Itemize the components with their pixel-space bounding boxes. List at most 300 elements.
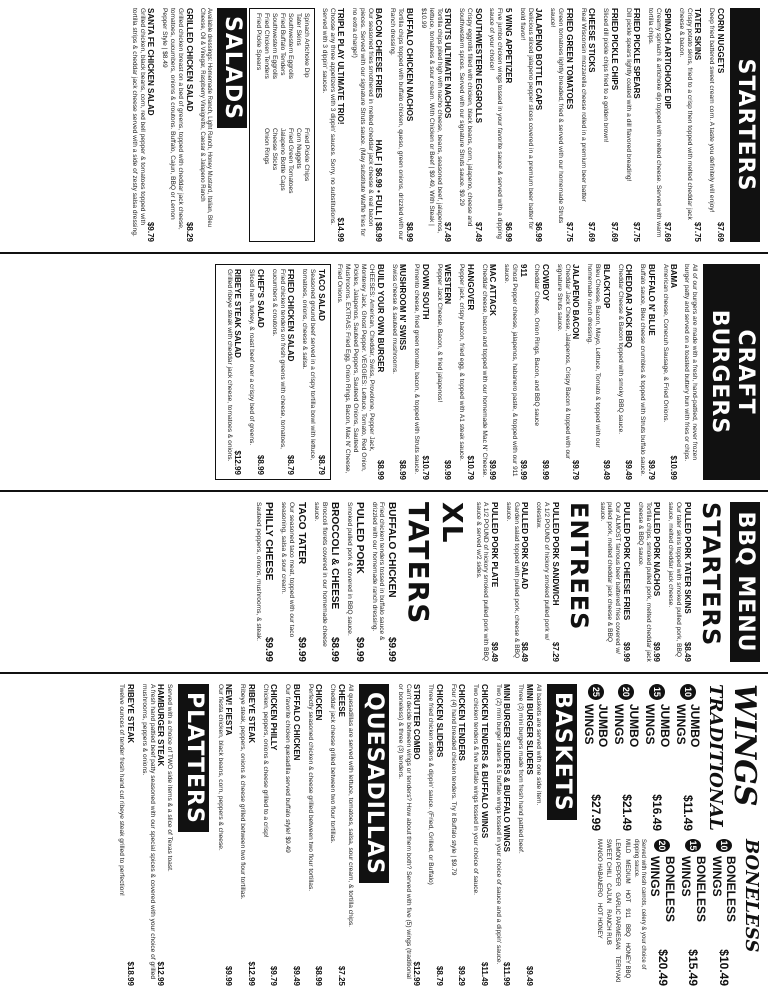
wing-option-row [679, 839, 708, 986]
menu-item-price: $7.69 [609, 221, 619, 242]
wing-option-label: BONELESS WINGS [679, 855, 708, 922]
menu-item-name: HANGOVER [465, 264, 475, 311]
wing-option-label: BONELESS WINGS [648, 855, 677, 922]
menu-item-name: SANTA FE CHICKEN SALAD [146, 8, 156, 116]
menu-item-description: Pepper Jack Cheese, Bacon, & fried jalapenos! [435, 264, 443, 403]
menu-item-price: $9.49 [524, 965, 534, 986]
menu-item-description: Tortilla chips topped with buffalo chicken, queso, green onions, drizzled with our Ranch dressing. [389, 8, 405, 241]
bbq-column [0, 494, 768, 670]
menu-item-header [146, 8, 156, 242]
menu-item-name: PULLED PORK SALAD [520, 502, 530, 590]
menu-item-description: Five jumbo chicken wings tossed in your favorite sauce & served with a dipping sauce of your choice! [488, 8, 504, 239]
salads-dressing-note: Available dressings: Homemade Ranch, Light Ranch, Honey Mustard, Italian, Bleu Cheese, Oil & Vinegar, Raspberry Vinaigrette, Caesar & Jalapeno Ranch [198, 8, 212, 228]
menu-item-name: RIBEYE STEAK [126, 684, 136, 744]
menu-item-description: Our tater skins topped with smoked pulled pork, BBQ sauce, melted cheddar jack cheese. [667, 502, 683, 658]
wing-option-label: BONELESS WINGS [710, 855, 739, 922]
menu-item-name: BUFFALO CHICKEN [386, 502, 398, 598]
menu-item-name: COWBOY [541, 264, 551, 301]
menu-item-description: Ribeye steak, peppers, onions & cheese grilled between two flour tortillas. [239, 684, 247, 900]
menu-item-header [412, 684, 422, 986]
trio-choice: Corn Nuggets [294, 128, 302, 169]
menu-item [320, 8, 345, 242]
menu-item-description: Two chicken tenders & five buffalo wings tossed in your choice of sauce. [472, 684, 480, 895]
wing-option-price: $16.49 [650, 794, 665, 831]
menu-item [279, 502, 307, 662]
menu-item [516, 684, 534, 986]
wing-count-badge: 15 [685, 839, 701, 852]
menu-item-header [465, 264, 475, 480]
menu-item-name: JALAPENO BACON [571, 264, 581, 340]
menu-item-description: Choose any three appetizers with 3 dippin' sauces. Sorry, no substitutions. Served with 3 dippin' sauces. [320, 8, 336, 226]
menu-item [283, 684, 301, 986]
trio-column [254, 13, 309, 122]
wing-count-badge: 20 [618, 684, 634, 700]
trio-choice: Onion Rings [263, 128, 271, 165]
menu-item-header [571, 264, 581, 480]
menu-item-header [669, 264, 679, 480]
menu-item-name: PULLED PORK CHEESE FRIES [622, 502, 631, 621]
menu-item-description: Tortilla chips, smoked pulled pork, melted cheddar jack cheese & BBQ sauce. [636, 502, 652, 662]
menu-item-price: $9.99 [488, 459, 498, 480]
menu-item-description: Creamy spinach & artichoke dip topped with melted cheese. Served with warm tortilla chips. [647, 8, 663, 238]
menu-item [370, 502, 398, 662]
trio-choice: Southwestern Eggrolls [286, 13, 294, 79]
menu-item-description: A 1/2 POUND of hickory smoked pulled pork with BBQ sauce & served w/2 sides. [474, 502, 490, 662]
menu-item-name: BUFFALO CHICKEN NACHOS [404, 8, 414, 122]
menu-item [534, 502, 559, 662]
wing-option-price: $20.49 [655, 949, 670, 986]
menu-item-price: $7.49 [443, 221, 453, 242]
menu-item-description: Tortilla chips piled high with nacho cheese, beans, seasoned beef, jalapenos, lettuce, tomatoes & sour cream. With Chicken or Beef | $9.49, With Steak | $10.99 [419, 8, 443, 234]
menu-item-name: CHEESE STICKS [587, 8, 597, 73]
wing-count-badge: 10 [716, 839, 732, 852]
menu-item [412, 264, 430, 480]
menu-item-price: $8.99 [398, 459, 408, 480]
menu-item-header [646, 264, 656, 480]
menu-item-name: TACO SALAD [316, 269, 326, 321]
trio-choice: Fried Green Tomatoes [286, 128, 294, 194]
menu-item-price: $9.49 [624, 459, 634, 480]
menu-item-header [652, 502, 662, 662]
menu-item [471, 684, 489, 986]
menu-item-description: Ghost Pepper cheese, jalapenos, habanero paste, & topped with our 911 sauce. [503, 264, 518, 477]
menu-item-name: FRIED PICKLE SPEARS [632, 8, 642, 99]
menu-item-description: Our seasoned taco meat, topped with our taco seasoning, salsa & sour cream. [280, 502, 295, 638]
menu-item [238, 684, 256, 986]
menu-item [426, 684, 444, 986]
menu-item-description: Broccoli florets covered in our homemade cheese sauce. [312, 502, 328, 647]
bbq-entrees-list [474, 502, 560, 662]
wing-option-label: JUMBO WINGS [674, 703, 703, 748]
menu-item [474, 502, 499, 662]
sauce-name: MEDIUM [623, 859, 630, 884]
menu-item-price: $9.49 [490, 641, 500, 662]
menu-item [707, 8, 725, 242]
menu-item-description: Pepper jack, crispy bacon, fried egg, & topped with A1 steak sauce. [458, 264, 466, 461]
menu-item-name: TATER SKINS [693, 8, 703, 61]
trio-choice: Fried Buffalo Tenders [279, 13, 287, 76]
bbq-starters-list [598, 502, 692, 662]
menu-item-header [314, 684, 324, 986]
menu-item-description: Buffalo sauce, Bleu cheese crumbles & topped with Struts buffalo sauce. [639, 264, 647, 476]
menu-item-price: HALF | $6.99 • FULL | $8.99 [374, 139, 384, 242]
menu-item [601, 8, 619, 242]
bbq-entrees-heading: ENTREES [564, 502, 593, 631]
menu-item-description: American cheese, Conecuh Sausage, & Fried Onions. [661, 264, 669, 423]
menu-item-price: $9.99 [295, 636, 307, 662]
sauce-name: LEMON PEPPER [614, 839, 621, 887]
menu-item-header [336, 8, 346, 242]
menu-item-description: Crispy eggrolls filled with chicken, black beans, corn, jalapeno, cheese and Southwestern spices. Served with our signature Struts sauce. $9.29 [458, 8, 473, 227]
wings-section [579, 684, 762, 986]
menu-item-description: Our seasoned fries smothered in melted cheddar jack cheese & real bacon pieces. Served with our signature Struts sauce. (May substitute Waffle fries for no extra charge!) [351, 8, 374, 237]
menu-item-header [353, 502, 365, 662]
burgers-list [336, 264, 679, 480]
menu-item-description: Cheddar Jack Cheese, Jalapenos, Crispy Bacon & topped with our signature Struts sauce. [556, 264, 571, 459]
menu-item [312, 502, 340, 662]
menu-item [328, 684, 346, 986]
platters-heading: PLATTERS [178, 684, 208, 832]
menu-item [130, 8, 155, 242]
menu-item-price: $12.99 [156, 961, 166, 986]
sauce-name: MANGO HABANERO [596, 839, 603, 898]
menu-item-description: Fried chicken tenders tossed in buffalo sauce & drizzled with our homemade ranch dressing. [370, 502, 386, 641]
menu-item-price: $9.79 [571, 459, 581, 480]
menu-item [636, 502, 661, 662]
menu-item-header [662, 8, 672, 242]
menu-item-header [156, 684, 166, 986]
menu-item-name: PULLED PORK NACHOS [652, 502, 662, 597]
trio-choice: Spinach Artichoke Dip [302, 13, 310, 78]
menu-item [306, 684, 324, 986]
menu-item [118, 684, 136, 986]
menu-item-name: PULLED PORK [353, 502, 365, 574]
menu-item-name: BAMA [669, 264, 679, 288]
menu-item-price: $9.49 [291, 965, 301, 986]
menu-item-price: $6.99 [503, 221, 513, 242]
menu-item-name: STRUTS ULTIMATE NACHOS [443, 8, 453, 119]
salads-heading: SALADS [217, 8, 247, 128]
menu-item-price: $10.79 [465, 455, 475, 480]
wing-option-price: $10.49 [717, 949, 732, 986]
menu-item [254, 502, 274, 662]
xl-taters-heading: XL TATERS [402, 502, 469, 625]
menu-item-price: $8.49 [682, 641, 692, 662]
platters-intro: Served with a choice of TWO side items & a slice of Texas toast. [166, 684, 174, 872]
menu-item-header [473, 8, 483, 242]
quesadillas-heading: QUESADILLAS [359, 684, 389, 883]
starters-column [0, 0, 768, 250]
wing-option-row [581, 684, 610, 831]
menu-item-price: $11.99 [502, 961, 512, 986]
menu-item-header [502, 684, 512, 986]
menu-item-description: Our favorite chicken quesadilla served buffalo style! $9.49 [284, 684, 292, 853]
menu-item-header [336, 684, 346, 986]
menu-item [449, 684, 467, 986]
menu-item-description: Cheddar Cheese, Onion Rings, Bacon, and BBQ sauce [533, 264, 541, 427]
menu-item-name: BUFFALO CHICKEN [291, 684, 301, 761]
menu-item-name: CHEESE [336, 684, 346, 717]
menu-item-description: Grilled chicken, black beans, corn, red bell pepper & tomatoes topped with tortilla strips & cheddar jack cheese served with a side of zesty salsa dressing. [130, 8, 146, 237]
trio-choice: Jalapeno Bottle Caps [279, 128, 287, 191]
menu-item [548, 8, 573, 242]
wing-option-price: $15.49 [686, 949, 701, 986]
wing-count-badge: 15 [649, 684, 665, 700]
menu-item-price: $9.49 [601, 459, 611, 480]
menu-item [586, 264, 611, 480]
menu-item-description: Bleu Cheese, Bacon, Mayo, Lettuce, Tomato & topped with our homemade ranch dressing. [586, 264, 602, 448]
wing-option-row [643, 684, 672, 831]
menu-item-price: $9.99 [622, 641, 631, 662]
menu-item-price: $8.99 [328, 636, 340, 662]
wing-option-row [674, 684, 703, 831]
menu-item-name: HAMBURGER STEAK [156, 684, 166, 767]
trio-choice: Fried Pickle Chips [302, 128, 310, 182]
menu-item-price: $9.99 [518, 459, 528, 480]
menu-item-header [125, 684, 135, 986]
sauce-name: BBQ [623, 923, 630, 937]
menu-item-price: $10.99 [669, 455, 679, 480]
menu-item [616, 264, 634, 480]
sauce-name: TERIYAKI [614, 955, 621, 983]
menu-item-header [587, 8, 597, 242]
menu-item-description: Our ALMOST famous beer battered fries covered w/ pulled pork, melted cheddar jack cheese & BBQ sauce. [598, 502, 622, 654]
column-divider [0, 252, 768, 254]
menu-item-name: PULLED PORK TATER SKINS [682, 502, 692, 614]
menu-item-price: $9.29 [457, 965, 467, 986]
menu-item-description: Three (3) mini burgers made from fresh hand pattied beef. [517, 684, 525, 854]
menu-item-description: Garden salad topped with pulled pork, cheese & BBQ sauce. [504, 502, 520, 659]
menu-item-price: $8.99 [404, 221, 414, 242]
menu-item-price: $9.99 [443, 459, 453, 480]
wing-option-row [710, 839, 739, 986]
menu-item-price: $7.25 [336, 965, 346, 986]
menu-item-description: Can't decide between wings or tenders? How about them both? Served with five (5) wings (traditional or boneless) & three (3) tenders. [396, 684, 412, 979]
menu-item-header [404, 8, 414, 242]
column-divider [0, 672, 768, 674]
sauce-name: SWEET CHILI [605, 839, 612, 878]
menu-item-name: FRIED GREEN TOMATOES [564, 8, 574, 110]
menu-item [419, 8, 452, 242]
menu-item-description: Deep fried battered sweet cream corn. A taste you definitely will enjoy! [708, 8, 716, 213]
menu-item-header [489, 502, 499, 662]
menu-item-price: $7.75 [564, 221, 574, 242]
menu-item-price: $14.99 [336, 217, 346, 242]
menu-item-price: $8.79 [316, 454, 326, 475]
menu-item-name: MAC ATTACK [488, 264, 498, 316]
menu-item-header [398, 264, 408, 480]
menu-item-name: RIBEYE STEAK SALAD [233, 269, 243, 358]
menu-item-description: Chicken, peppers, onions & cheese grilled to a crisp! [261, 684, 269, 838]
menu-item [677, 8, 702, 242]
menu-item-description: Four (4) hand breaded chicken tenders. Try it Buffalo style | $9.79 [449, 684, 457, 876]
menu-item [345, 502, 365, 662]
menu-item-header [255, 269, 265, 475]
menu-item-description: Perfectly seasoned chicken & cheese grilled between two flour tortillas. [306, 684, 314, 892]
menu-item-price: $8.99 [314, 965, 324, 986]
menu-item-price: $8.99 [255, 454, 265, 475]
menu-item-description: Sauteed peppers, onions, mushrooms, & steak. [255, 502, 263, 641]
menu-item-header [246, 684, 256, 986]
sauce-name: 911 [623, 908, 630, 918]
menu-item-price: $9.99 [353, 636, 365, 662]
trio-choice: Fried Chicken Tenders [263, 13, 271, 79]
menu-item-name: RIBEYE STEAK [246, 684, 256, 744]
menu-item-name: BUFFALO N' BLUE [646, 264, 656, 336]
menu-item-name: CORN NUGGETS [715, 8, 725, 74]
menu-item [598, 502, 631, 662]
menu-item-price: $7.69 [715, 221, 725, 242]
menu-item-header [385, 502, 397, 662]
menu-item-header [479, 684, 489, 986]
menu-item-name: CHEDDAR JACK BBQ [624, 264, 634, 349]
menu-item-name: GRILLED CHICKEN SALAD [184, 8, 194, 112]
menu-item [624, 8, 642, 242]
menu-item-description: Pimento cheese, fried green tomato, bacon, & topped with Struts sauce. [413, 264, 421, 475]
menu-item-description: Real Wisconsin mozzarella cheese rolled in a premium beer batter [579, 8, 587, 202]
menu-item [502, 264, 527, 480]
menu-item-header [224, 684, 234, 986]
menu-item-price: $12.99 [233, 450, 243, 475]
menu-item-header [550, 502, 560, 662]
menu-item [555, 264, 580, 480]
menu-item-description: Two (2) mini burger sliders & 5 buffalo wings tossed in your choice of sauce and a dippin' sauce. [494, 684, 502, 965]
menu-item [261, 684, 279, 986]
menu-item [350, 8, 383, 242]
trio-choice: Fried Pickle Spears [255, 13, 263, 71]
craft-burgers-heading: CRAFT BURGERS [703, 264, 760, 480]
menu-item-description: Cheddar jack cheese grilled between two flour tortillas. [329, 684, 337, 844]
menu-item-header [233, 269, 243, 475]
wings-column [0, 676, 768, 994]
sauce-name: RANCH RUB [605, 909, 612, 945]
menu-item-name: NEW! FIESTA [224, 684, 234, 736]
menu-item-header [184, 8, 194, 242]
menu-item-description: Green tomatoes lightly breaded, fried & served with our homemade Struts sauce! [549, 8, 565, 224]
trio-choice: Tater Skins [294, 13, 302, 46]
menu-item [225, 269, 243, 475]
menu-item-price: $8.49 [520, 641, 530, 662]
menu-item-header [457, 684, 467, 986]
sauce-name: GARLIC PARMESAN [614, 892, 621, 950]
menu-item-description: Swiss cheese & sauteed mushrooms. [390, 264, 398, 374]
menu-item-description: A 1/2 POUND of hickory smoked pulled pork w/ coleslaw. [535, 502, 551, 641]
menu-item-header [524, 684, 534, 986]
menu-item-description: Twelve ounces of tender fresh hand cut ribeye steak grilled to perfection! [118, 684, 126, 896]
menu-item-price: $9.99 [263, 636, 275, 662]
menu-item-price: $8.29 [184, 221, 194, 242]
wings-sauce-note: Served with fresh carrots, celery & your choice of dipping sauce. [632, 839, 647, 970]
menu-item-name: PULLED PORK SANDWICH [550, 502, 560, 606]
menu-item-name: FRIED PICKLE CHIPS [609, 8, 619, 91]
column-divider [0, 490, 768, 492]
menu-item [518, 8, 543, 242]
menu-item-price: $9.79 [146, 221, 156, 242]
wing-option-row [612, 684, 641, 831]
menu-item-header [693, 8, 703, 242]
wing-count-badge: 10 [680, 684, 696, 700]
menu-item [579, 8, 597, 242]
menu-item [504, 502, 529, 662]
menu-item-header [434, 684, 444, 986]
salads-list [130, 8, 194, 242]
sauce-name: HOT HONEY [596, 903, 603, 939]
menu-item-price: $9.79 [269, 965, 279, 986]
menu-item-header [715, 8, 725, 242]
menu-item [638, 264, 656, 480]
menu-item-name: CHEF'S SALAD [255, 269, 265, 328]
menu-item-name: STRUTTER COMBO [412, 684, 422, 760]
menu-item-name: PULLED PORK PLATE [490, 502, 500, 588]
menu-item-price: $9.99 [541, 459, 551, 480]
menu-item [666, 502, 691, 662]
menu-item-name: JALAPENO BOTTLE CAPS [534, 8, 544, 111]
menu-item-name: 911 [518, 264, 528, 277]
menu-item-name: BROCCOLI & CHEESE [328, 502, 340, 610]
baskets-heading: BASKETS [547, 684, 577, 820]
menu-item-header [632, 8, 642, 242]
menu-item-description: Grilled ribeye steak with cheddar jack cheese, tomatoes & onions. [225, 269, 233, 462]
menu-item-name: CHICKEN TENDERS [457, 684, 467, 761]
xl-taters-list [254, 502, 397, 662]
menu-item-name: CHICKEN TENDERS & BUFFALO WINGS [479, 684, 489, 839]
quesadillas-intro: All quesadillas are served with lettuce, tomatoes, salsa, sour cream, & tortilla chips. [346, 684, 354, 927]
menu-item-price: $12.99 [246, 961, 256, 986]
menu-item-name: BACON CHEESE FRIES [374, 8, 384, 99]
menu-item-header [443, 8, 453, 242]
menu-item [488, 8, 513, 242]
menu-item-header [682, 502, 692, 662]
menu-item-name: BLACKTOP [601, 264, 611, 309]
menu-item [140, 684, 165, 986]
menu-item-description: Cheddar Cheese & Bacon topped with smoky BBQ sauce. [616, 264, 624, 435]
menu-item-description: Seasoned ground beef served in a crispy tortilla bowl with lettuce, tomatoes, onions, cheese & salsa. [301, 269, 316, 461]
menu-item-price: $12.99 [412, 961, 422, 986]
wing-option-label: JUMBO WINGS [643, 703, 672, 748]
menu-item-name: TACO TATER [295, 502, 307, 565]
sauce-list [595, 839, 630, 986]
traditional-wings-list [581, 684, 702, 831]
menu-item-header [621, 502, 631, 662]
menu-item-price: $10.79 [420, 455, 430, 480]
menu-item-header [286, 269, 296, 475]
menu-item-price: $9.99 [652, 641, 662, 662]
wings-title: WINGS [727, 684, 762, 807]
menu-item [435, 264, 453, 480]
wing-option-row [648, 839, 677, 986]
menu-item-header [420, 264, 430, 480]
menu-item-price: $18.99 [126, 961, 136, 986]
boneless-wings-list [648, 839, 738, 986]
menu-item-name: TRIPLE PLAY ULTIMATE TRIO! [336, 8, 346, 125]
menu-item-name: CHICKEN SLIDERS [434, 684, 444, 758]
craft-burgers-column [0, 256, 768, 488]
menu-item-price: $6.99 [534, 221, 544, 242]
menu-item-description: Three fried chicken sliders & dippin' sauce. (Fried, Grilled, or Buffalo) [427, 684, 435, 885]
menu-item-description: Dill pickle spears lightly coated with a dill flavored breading! [624, 8, 632, 182]
platters-list [118, 684, 166, 986]
menu-item-name: WESTERN [443, 264, 453, 304]
trio-choice: Southwestern Eggrolls [271, 13, 279, 79]
menu-item-name: MUSHROOM N' SWISS [398, 264, 408, 351]
menu-item [300, 269, 325, 475]
menu-item-name: FRIED CHICKEN SALAD [286, 269, 296, 362]
bbq-starters-heading: STARTERS [696, 502, 725, 647]
menu-item [494, 684, 512, 986]
menu-item-price: $7.29 [550, 641, 560, 662]
menu-item-header [534, 8, 544, 242]
menu-item-header [609, 8, 619, 242]
